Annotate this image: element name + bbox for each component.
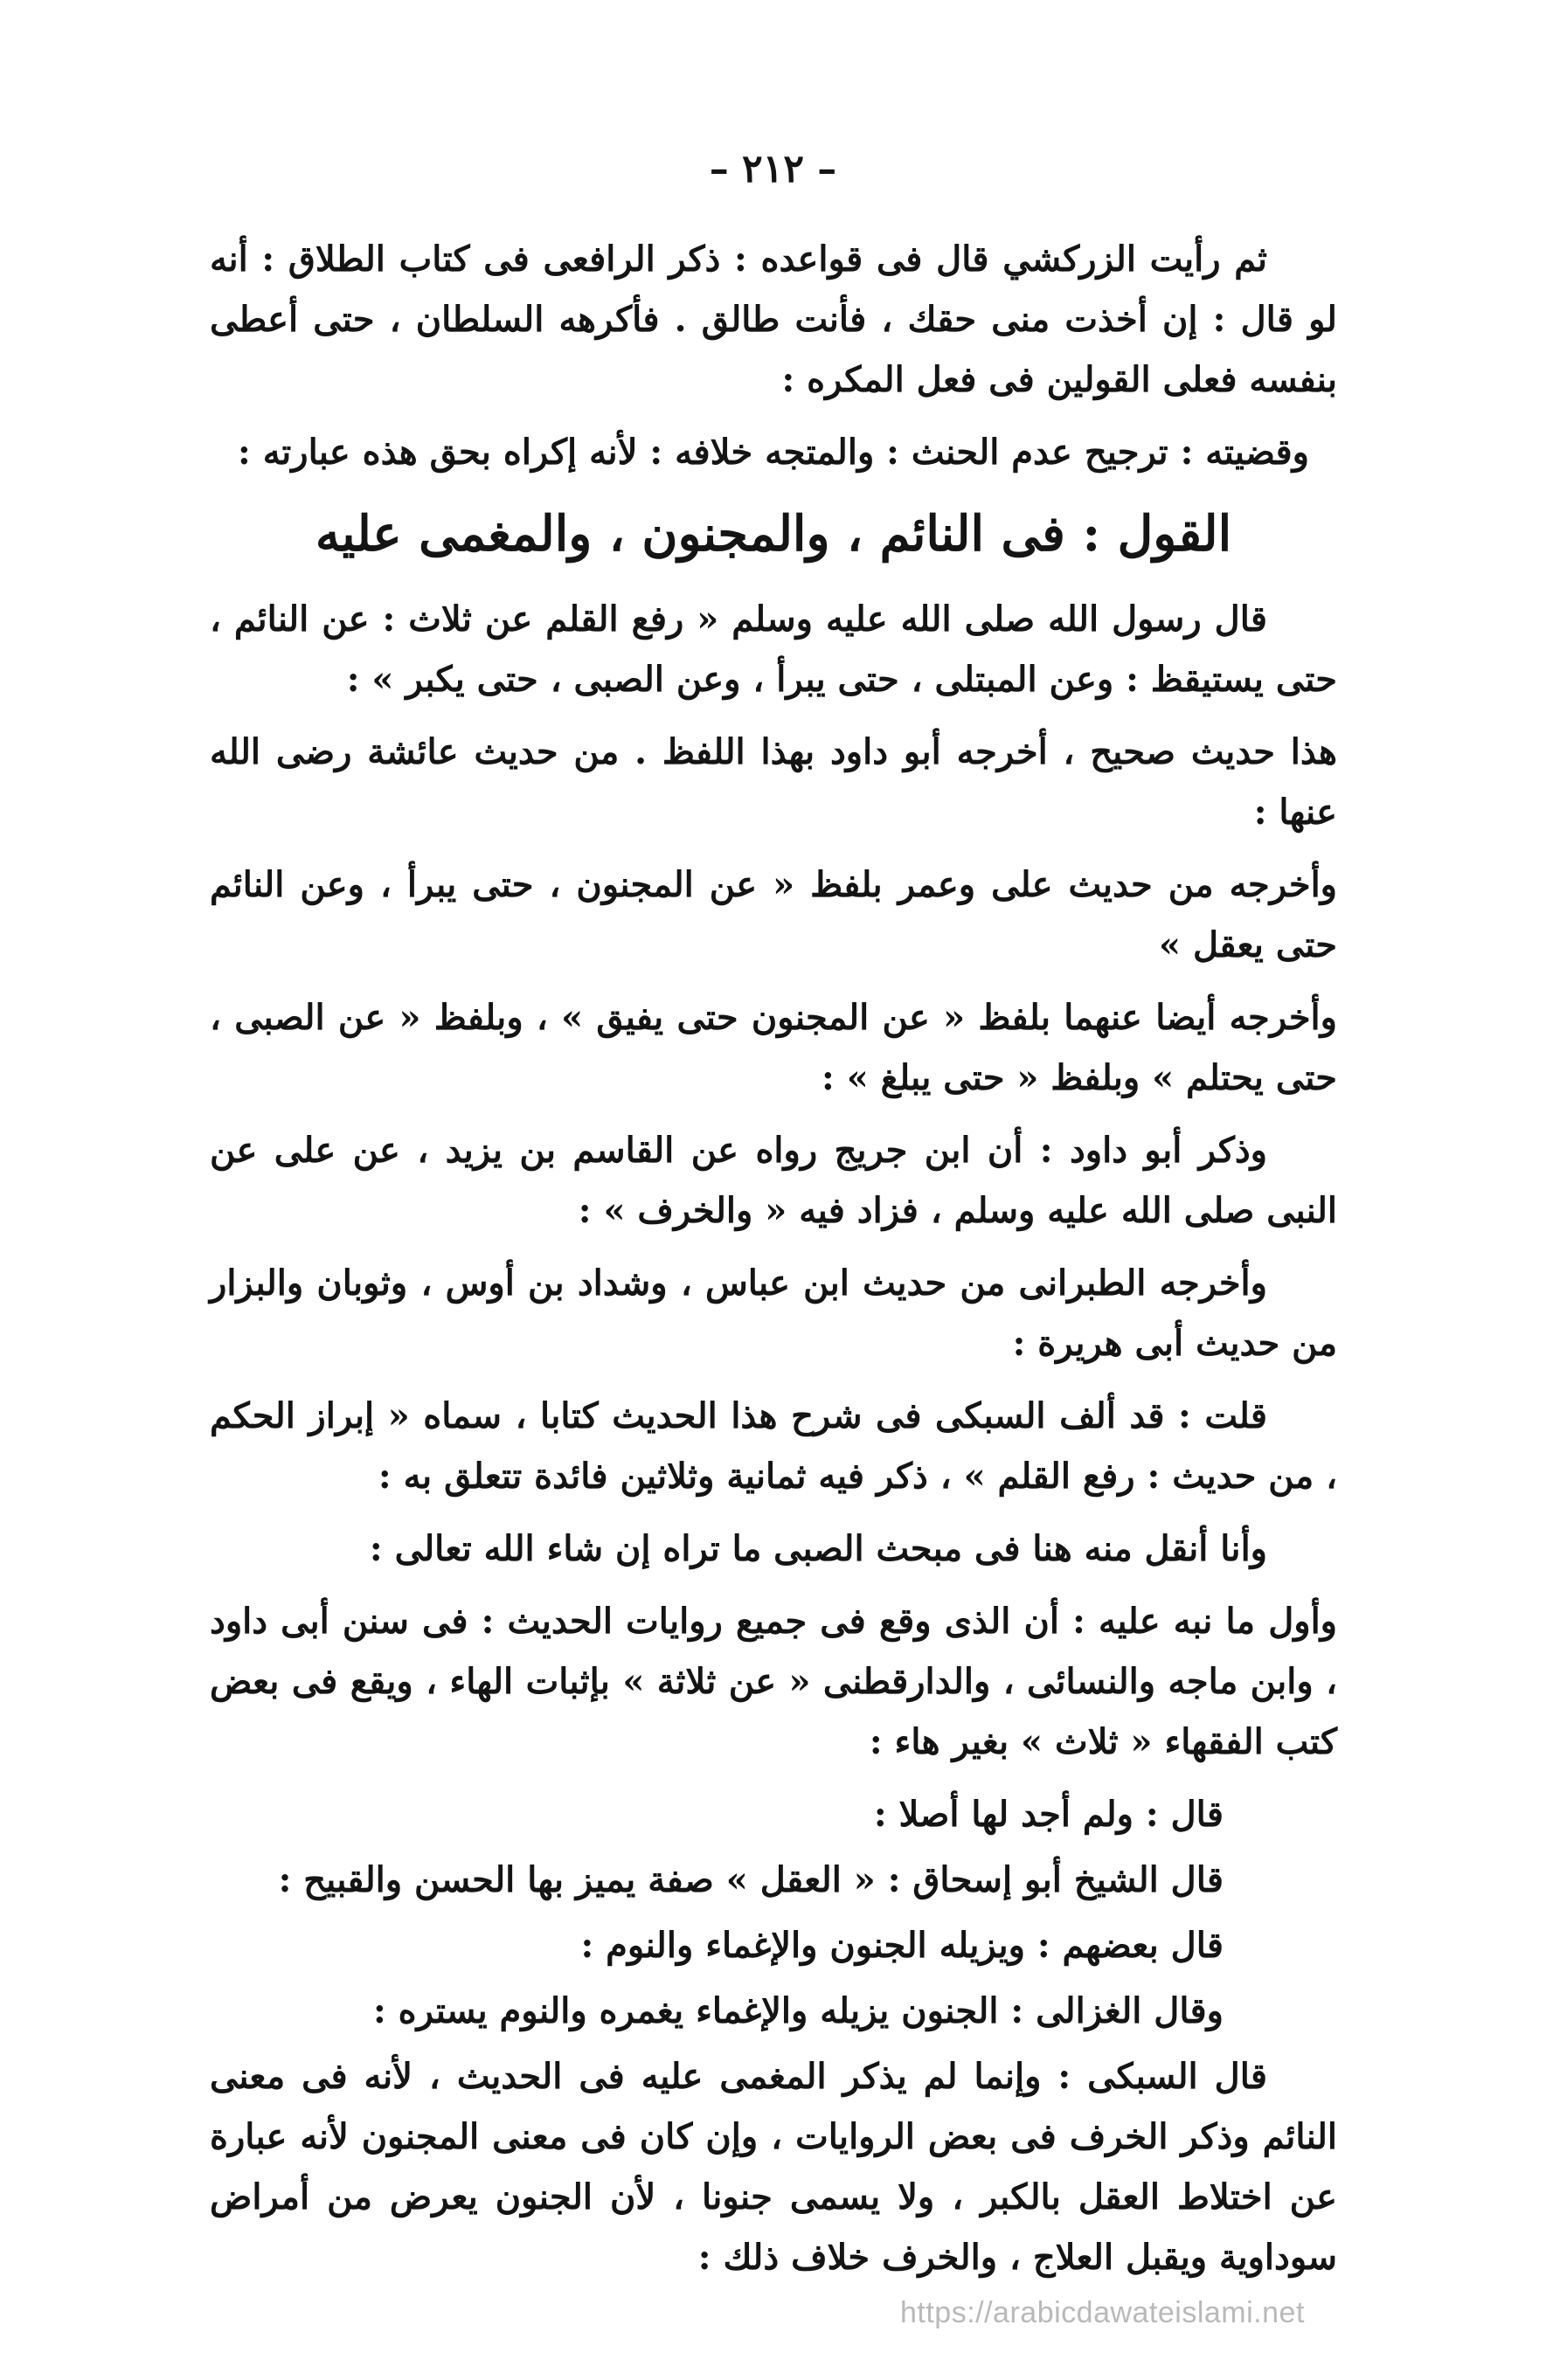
paragraph-conclusion: وقضيته : ترجيح عدم الحنث : والمتجه خلافه : لأنه إكراه بحق هذه عبارته : xyxy=(238,432,1309,473)
paragraph-zarkashi-quote: ثم رأيت الزركشي قال فى قواعده : ذكر الرافعى فى كتاب الطلاق : أنه لو قال : إن أخذت منى حقك ، فأنت طالق . فأكرهه السلطان ، حتى أعطى بنفسه فعلى القولين فى فعل المكره : xyxy=(210,239,1337,400)
section-heading: القول : فى النائم ، والمجنون ، والمغمى عليه xyxy=(315,505,1232,563)
paragraph-some-scholars: قال بعضهم : ويزيله الجنون والإغماء والنوم : xyxy=(580,1925,1224,1966)
document-body xyxy=(210,229,1337,2300)
paragraph-abu-ishaq: قال الشيخ أبو إسحاق : « العقل » صفة يميز بها الحسن والقبيح : xyxy=(278,1859,1224,1900)
paragraph-hadith-ali-umar: وأخرجه من حديث على وعمر بلفظ « عن المجنون ، حتى يبرأ ، وعن النائم حتى يعقل » xyxy=(210,864,1337,965)
paragraph-no-origin: قال : ولم أجد لها أصلا : xyxy=(873,1794,1224,1835)
paragraph-transfer-note: وأنا أنقل منه هنا فى مبحث الصبى ما تراه إن شاء الله تعالى : xyxy=(369,1528,1267,1569)
watermark-url: https://arabicdawateislami.net xyxy=(900,2296,1305,2329)
paragraph-ghazali: وقال الغزالى : الجنون يزيله والإغماء يغمره والنوم يستره : xyxy=(372,1990,1224,2031)
page-number: – ٢١٢ – xyxy=(709,147,837,191)
paragraph-narration-wording: وأول ما نبه عليه : أن الذى وقع فى جميع روايات الحديث : فى سنن أبى داود ، وابن ماجه والنسائى ، والدارقطنى « عن ثلاثة » بإثبات الهاء ، ويقع فى بعض كتب الفقهاء « ثلاث » بغير هاء : xyxy=(210,1601,1337,1762)
paragraph-subki-explanation: قال السبكى : وإنما لم يذكر المغمى عليه فى الحديث ، لأنه فى معنى النائم وذكر الخرف فى بعض الروايات ، وإن كان فى معنى المجنون لأنه عبارة عن اختلاط العقل بالكبر ، ولا يسمى جنونا ، لأن الجنون يعرض من أمراض سوداوية ويقبل العلاج ، والخرف خلاف ذلك : xyxy=(210,2056,1337,2278)
paragraph-hadith-variants: وأخرجه أيضا عنهما بلفظ « عن المجنون حتى يفيق » ، وبلفظ « عن الصبى ، حتى يحتلم » وبلفظ « حتى يبلغ » : xyxy=(210,997,1337,1098)
paragraph-hadith-source: هذا حديث صحيح ، أخرجه أبو داود بهذا اللفظ . من حديث عائشة رضى الله عنها : xyxy=(210,731,1337,833)
paragraph-hadith: قال رسول الله صلى الله عليه وسلم « رفع القلم عن ثلاث : عن النائم ، حتى يستيقظ : وعن المبتلى ، حتى يبرأ ، وعن الصبى ، حتى يكبر » : xyxy=(210,598,1337,700)
paragraph-subki-book: قلت : قد ألف السبكى فى شرح هذا الحديث كتابا ، سماه « إبراز الحكم ، من حديث : رفع القلم » ، ذكر فيه ثمانية وثلاثين فائدة تتعلق به : xyxy=(210,1395,1337,1497)
paragraph-tabarani: وأخرجه الطبرانى من حديث ابن عباس ، وشداد بن أوس ، وثوبان والبزار من حديث أبى هريرة : xyxy=(210,1263,1337,1364)
paragraph-abu-dawud: وذكر أبو داود : أن ابن جريج رواه عن القاسم بن يزيد ، عن على عن النبى صلى الله عليه وسلم ، فزاد فيه « والخرف » : xyxy=(210,1130,1337,1231)
